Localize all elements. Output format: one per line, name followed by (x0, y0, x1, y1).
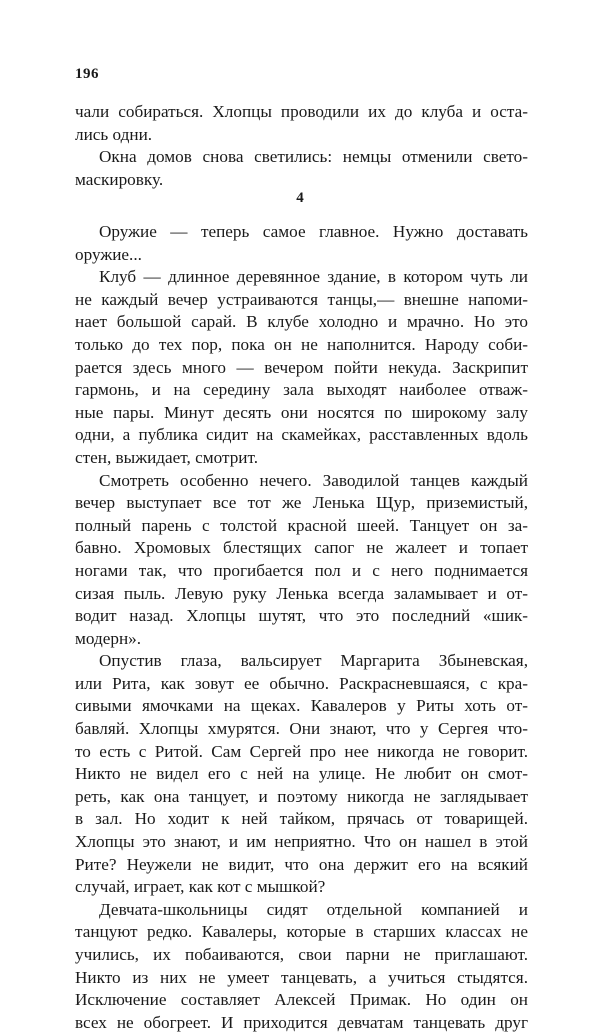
text-line: реть, как она танцует, и поэтому никогда не заглядывает (75, 786, 528, 806)
text-line: всех не обогреет. И приходится девчатам танцевать друг (75, 1012, 528, 1032)
text-line: гармонь, и на середину зала выходят наиболее отваж- (75, 380, 528, 400)
text-line: только до тех пор, пока он не наполнится. Народу соби- (75, 334, 528, 354)
text-line: ные пары. Минут десять они носятся по широкому залу (75, 402, 528, 422)
text-line: чали собираться. Хлопцы проводили их до клуба и оста- (75, 102, 528, 121)
text-line: Смотреть особенно нечего. Заводилой танцев каждый (99, 470, 528, 490)
text-line: модерн». (75, 628, 142, 648)
text-line: Хлопцы это знают, и им неприятно. Что он нашел в этой (75, 832, 528, 852)
text-line: не каждый вечер устраиваются танцы,— внешне напоми- (75, 289, 528, 309)
text-line: Клуб — длинное деревянное здание, в котором чуть ли (99, 267, 528, 287)
text-line: полный парень с толстой красной шеей. Танцует он за- (75, 515, 528, 535)
text-line: то есть с Ритой. Сам Сергей про нее никогда не говорит. (75, 741, 528, 761)
text-line: бавляй. Хлопцы хмурятся. Они знают, что у Сергея что- (75, 719, 528, 739)
section-number: 4 (296, 190, 304, 206)
text-line: Опустив глаза, вальсирует Маргарита Збыневская, (99, 651, 528, 671)
text-line: стен, выжидает, смотрит. (75, 447, 259, 467)
text-line: оружие... (75, 244, 142, 264)
text-line: рается здесь много — вечером пойти некуда. Заскрипит (75, 357, 528, 377)
text-line: Исключение составляет Алексей Примак. Но один он (75, 990, 528, 1010)
text-line: сизая пыль. Левую руку Ленька всегда заламывает и от- (75, 583, 528, 603)
text-line: сивыми ямочками на щеках. Кавалеров у Риты хоть от- (75, 696, 528, 716)
text-line: вечер выступает все тот же Ленька Щур, приземистый, (75, 493, 528, 513)
text-line: Никто не видел его с ней на улице. Не любит он смот- (75, 764, 528, 784)
text-block-top (75, 101, 528, 191)
text-line: Никто из них не умеет танцевать, а учиться стыдятся. (75, 967, 528, 987)
text-line: или Рита, как зовут ее обычно. Раскрасневшаяся, с кра- (75, 673, 528, 693)
text-line: Рите? Неужели не видит, что она держит его на всякий (75, 854, 528, 874)
text-line: лись одни. (75, 124, 153, 144)
text-line: танцуют редко. Кавалеры, которые в старших классах не (75, 922, 528, 942)
text-line: в зал. Но ходит к ней тайком, прячась от товарищей. (75, 809, 528, 829)
text-line: водит назад. Хлопцы шутят, что это последний «шик- (75, 606, 528, 626)
page-number: 196 (75, 66, 99, 82)
text-line: ногами так, что прогибается пол и с него поднимается (75, 560, 528, 580)
text-line: Окна домов снова светились: немцы отменили свето- (99, 147, 528, 167)
text-line: учились, их побаиваются, свои парни не приглашают. (75, 945, 528, 964)
text-line: одни, а публика сидит на скамейках, расставленных вдоль (75, 425, 528, 445)
text-line: бавно. Хромовых блестящих сапог не жалеет и топает (75, 538, 528, 558)
text-line: маскировку. (75, 169, 164, 189)
text-line: случай, играет, как кот с мышкой? (75, 877, 326, 897)
text-line: Девчата-школьницы сидят отдельной компанией и (99, 899, 528, 919)
text-block-main (75, 221, 528, 1034)
text-line: нает большой сарай. В клубе холодно и мрачно. Но это (75, 312, 528, 332)
text-line: Оружие — теперь самое главное. Нужно доставать (99, 222, 528, 241)
